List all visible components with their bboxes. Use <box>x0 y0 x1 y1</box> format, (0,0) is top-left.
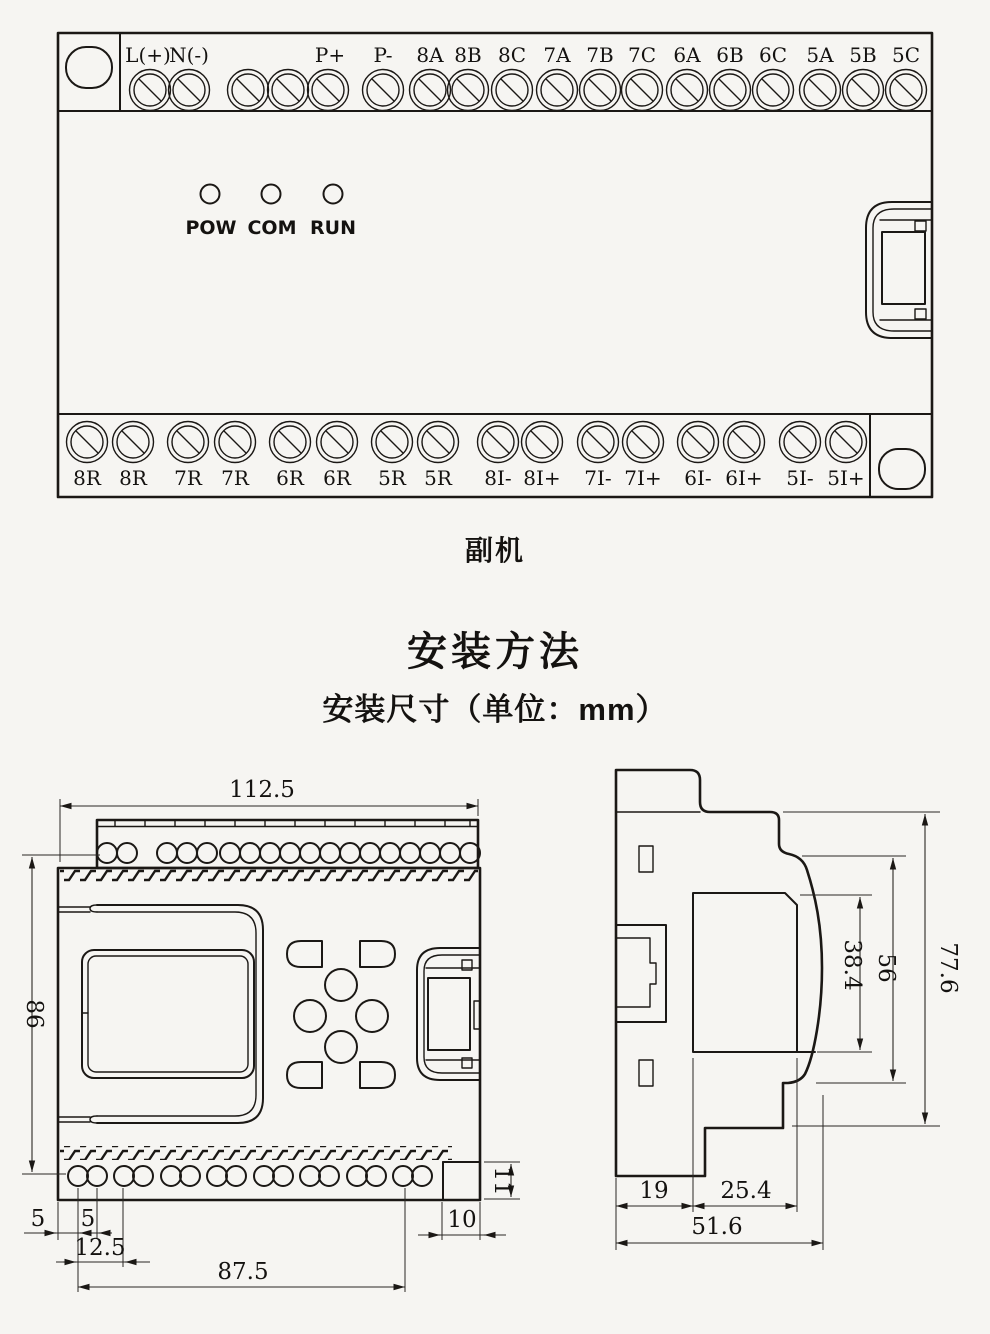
screw-terminal-icon <box>113 422 154 463</box>
screw-terminal-icon <box>678 422 719 463</box>
terminal-label: L(+) <box>125 43 171 67</box>
screw-terminal-icon <box>710 70 751 111</box>
screw-terminal-icon <box>753 70 794 111</box>
screw-terminal-icon <box>667 70 708 111</box>
terminal-label: 6R <box>276 466 304 490</box>
screw-terminal-icon <box>623 422 664 463</box>
dim-edge-to-hole: 5 <box>30 1206 46 1232</box>
terminal-label: 8A <box>416 43 444 67</box>
dim-side-total-height: 77.6 <box>935 942 961 994</box>
screw-terminal-icon <box>724 422 765 463</box>
terminal-label: 7R <box>174 466 202 490</box>
terminal-label: 8R <box>73 466 101 490</box>
screw-terminal-icon <box>410 70 451 111</box>
com-led-icon <box>262 185 281 204</box>
dim-hole-pitch: 5 <box>80 1206 96 1232</box>
key-bottom-left[interactable] <box>287 1062 322 1088</box>
screw-terminal-icon <box>886 70 927 111</box>
bottom-terminal-screws <box>67 422 867 463</box>
key-down[interactable] <box>325 1031 357 1063</box>
install-method-heading: 安装方法 <box>407 630 583 674</box>
din-clip-bottom-icon <box>879 449 925 489</box>
din-clip-top-icon <box>66 47 112 88</box>
screw-terminal-icon <box>317 422 358 463</box>
pow-led-label: POW <box>185 217 237 239</box>
dim-hole-span: 87.5 <box>217 1259 269 1285</box>
terminal-label: 6C <box>758 43 788 67</box>
terminal-label: 7A <box>543 43 571 67</box>
terminal-label: 6A <box>673 43 701 67</box>
side-view-outline <box>616 770 822 1176</box>
key-top-right[interactable] <box>360 941 395 967</box>
screw-terminal-icon <box>169 70 210 111</box>
terminal-label: P+ <box>314 43 346 67</box>
com-led-label: COM <box>247 217 297 239</box>
terminal-label: 7I+ <box>624 466 662 490</box>
dim-side-body-height: 56 <box>873 953 899 983</box>
terminal-label: 6B <box>716 43 744 67</box>
vent-band-top <box>60 869 478 883</box>
key-left[interactable] <box>294 1000 326 1032</box>
screw-terminal-icon <box>537 70 578 111</box>
dim-total-width: 112.5 <box>229 777 295 803</box>
terminal-label: 7C <box>627 43 657 67</box>
terminal-label: 5I+ <box>827 466 865 490</box>
key-bottom-right[interactable] <box>360 1062 395 1088</box>
keypad <box>287 941 395 1088</box>
top-terminal-labels <box>125 43 920 67</box>
screw-terminal-icon <box>372 422 413 463</box>
terminal-label: 5R <box>424 466 452 490</box>
dim-total-depth: 51.6 <box>691 1214 743 1240</box>
display-bezel <box>58 905 263 1123</box>
terminal-label: 8I+ <box>523 466 561 490</box>
screw-terminal-icon <box>826 422 867 463</box>
key-top-left[interactable] <box>287 941 322 967</box>
screw-terminal-icon <box>800 70 841 111</box>
dim-front-depth: 25.4 <box>720 1178 772 1204</box>
dim-total-height: 86 <box>21 999 47 1029</box>
side-view-dimensions <box>616 812 961 1250</box>
front-connector-icon <box>417 948 480 1080</box>
terminal-label: N(-) <box>169 43 209 67</box>
screw-terminal-icon <box>578 422 619 463</box>
screw-terminal-icon <box>522 422 563 463</box>
terminal-label: 6I- <box>684 466 712 490</box>
screw-terminal-icon <box>580 70 621 111</box>
dim-back-depth: 19 <box>639 1178 669 1204</box>
front-top-terminal-holes <box>97 843 480 863</box>
terminal-label: 5C <box>891 43 921 67</box>
terminal-label: 8B <box>454 43 482 67</box>
status-leds <box>185 185 356 240</box>
terminal-label: P- <box>373 43 393 67</box>
screw-terminal-icon <box>130 70 171 111</box>
dim-clip-height: 11 <box>489 1166 515 1196</box>
screw-terminal-icon <box>843 70 884 111</box>
screw-terminal-icon <box>363 70 404 111</box>
installation-dimension-drawing <box>0 720 990 1334</box>
dim-side-panel-height: 38.4 <box>839 939 865 991</box>
key-up[interactable] <box>325 969 357 1001</box>
screw-terminal-icon <box>448 70 489 111</box>
dim-hole-offset: 12.5 <box>74 1235 126 1261</box>
top-terminal-screws <box>130 70 927 111</box>
terminal-label: 8C <box>497 43 527 67</box>
terminal-label: 5B <box>849 43 877 67</box>
front-view <box>21 777 520 1292</box>
key-right[interactable] <box>356 1000 388 1032</box>
screw-terminal-icon <box>270 422 311 463</box>
pow-led-icon <box>201 185 220 204</box>
screw-terminal-icon <box>168 422 209 463</box>
terminal-label: 7R <box>221 466 249 490</box>
terminal-label: 5A <box>806 43 834 67</box>
terminal-label: 5R <box>378 466 406 490</box>
screw-terminal-icon <box>308 70 349 111</box>
bottom-terminal-labels <box>73 466 865 490</box>
device-caption: 副机 <box>464 534 525 567</box>
terminal-label: 6R <box>323 466 351 490</box>
screw-terminal-icon <box>268 70 309 111</box>
terminal-label: 8R <box>119 466 147 490</box>
lcd-screen <box>82 950 254 1078</box>
device-terminal-diagram <box>0 0 990 515</box>
screw-terminal-icon <box>492 70 533 111</box>
run-led-icon <box>324 185 343 204</box>
front-bottom-terminal-holes <box>68 1166 432 1186</box>
screw-terminal-icon <box>215 422 256 463</box>
expansion-connector-icon <box>866 202 932 338</box>
terminal-label: 7B <box>586 43 614 67</box>
screw-terminal-icon <box>780 422 821 463</box>
run-led-label: RUN <box>310 217 356 239</box>
screw-terminal-icon <box>67 422 108 463</box>
vent-band-bottom <box>60 1146 452 1160</box>
terminal-label: 6I+ <box>725 466 763 490</box>
terminal-label: 5I- <box>786 466 814 490</box>
screw-terminal-icon <box>228 70 269 111</box>
screw-terminal-icon <box>478 422 519 463</box>
install-dimensions-subheading: 安装尺寸（单位：mm） <box>322 692 668 727</box>
screw-terminal-icon <box>622 70 663 111</box>
side-view <box>616 770 961 1250</box>
dim-clip-width: 10 <box>447 1207 477 1233</box>
terminal-label: 7I- <box>584 466 612 490</box>
terminal-label: 8I- <box>484 466 512 490</box>
screw-terminal-icon <box>418 422 459 463</box>
